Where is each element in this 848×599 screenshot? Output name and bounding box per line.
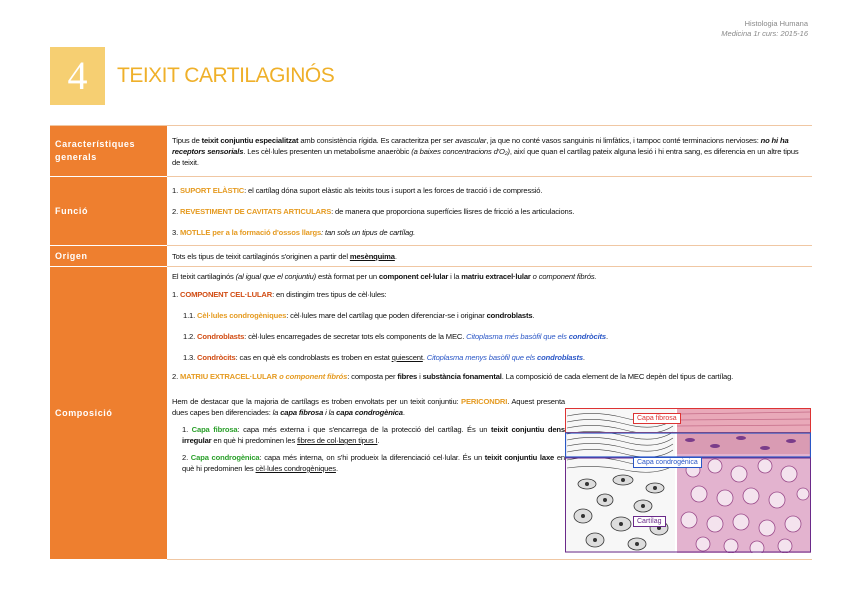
chapter-title: TEIXIT CARTILAGINÓS [117,64,335,87]
row-label-funcio: Funció [50,177,167,246]
row-label-composicio: Composició [50,267,167,560]
row-content-composicio: El teixit cartilaginós (al igual que el conjuntiu) està format per un component cel·lular i la matriu extracel·lular o component fibrós. 1. COMPONENT CEL·LULAR: en distingim tres tipus de cèl·lules: 1.1. Cèl·lules condrogèniques: cèl·lules mare del cartílag que poden diferenciar-se i originar condroblasts. 1.2. Condroblasts: cèl·lules encarregades de secretar tots els components de la MEC. Citoplasma més basòfil que els condròcits. 1.3. Condròcits: cas en què els condroblasts es troben en estat quiescent. Citoplasma menys basòfil que els condroblasts. 2. MATRIU EXTRACEL·LULAR o component fibrós: composta per fibres i substància fonamental. La composició de cada element de la MEC depèn del tipus de cartílag. Hem de destacar que la majoria de cartílags es troben envoltats per un teixit conjuntiu: PERICONDRI. Aquest presenta dues capes ben diferenciades: la capa fibrosa i la capa condrogènica. 1. Capa fibrosa: capa més externa i que s'encarrega de la protecció del cartílag. És un teixit conjuntiu dens irregular en què hi predominen les fibres de col·lagen tipus I. 2. Capa condrogènica: capa més interna, on s'hi produeix la diferenciació cel·lular. És un teixit conjuntiu laxe en què hi predominen les cèl·lules condrogèniques. [167,267,812,560]
course-subtitle: Medicina 1r curs: 2015-16 [721,29,808,38]
row-content-funcio: 1. SUPORT ELÀSTIC: el cartílag dóna suport elàstic als teixits tous i suport a les forces de tracció i de compressió. 2. REVESTIMENT DE CAVITATS ARTICULARS: de manera que proporciona superfícies llisres de fricció a les articulacions. 3. MOTLLE per a la formació d'ossos llargs: tan sols un tipus de cartílag. [167,177,812,246]
label-capa-fibrosa: Capa fibrosa [633,413,681,424]
pericondri-text: Hem de destacar que la majoria de cartílags es troben envoltats per un teixit conjuntiu: PERICONDRI. Aquest presenta dues capes ben diferenciades: la capa fibrosa i la capa condrogènica. 1. Capa fibrosa: capa més externa i que s'encarrega de la protecció del cartílag. És un teixit conjuntiu dens irregular en què hi predominen les fibres de col·lagen tipus I. 2. Capa condrogènica: capa més interna, on s'hi produeix la diferenciació cel·lular. És un teixit conjuntiu laxe en què hi predominen les cèl·lules condrogèniques. [172,397,566,473]
row-label-origen: Origen [50,246,167,267]
table-row [50,126,812,177]
course-title: Histologia Humana [744,19,808,28]
header [721,19,808,39]
row-label-caracteristiques: Característiques generals [50,126,167,177]
table-row [50,246,812,267]
pericondri-figure [565,408,811,553]
label-capa-condrogenica: Capa condrogènica [633,457,702,468]
row-content-caracteristiques: Tipus de teixit conjuntiu especialitzat amb consistència rígida. Es caracteritza per ser avascular, ja que no conté vasos sanguinis ni limfàtics, i tampoc conté terminacions nervioses: no hi ha receptors sensorials. Les cèl·lules presenten un metabolisme anaeròbic (a baixes concentracions d'O₂), així que quan el cartílag pateix alguna lesió i hi entra sang, es diferencia en un altre tipus de teixit. [167,126,812,177]
histology-image [565,408,811,553]
row-content-origen: Tots els tipus de teixit cartilaginós s'originen a partir del mesènquima. [167,246,812,267]
label-cartilag: Cartílag [633,516,666,527]
table-row [50,177,812,246]
chapter-number: 4 [50,47,105,105]
